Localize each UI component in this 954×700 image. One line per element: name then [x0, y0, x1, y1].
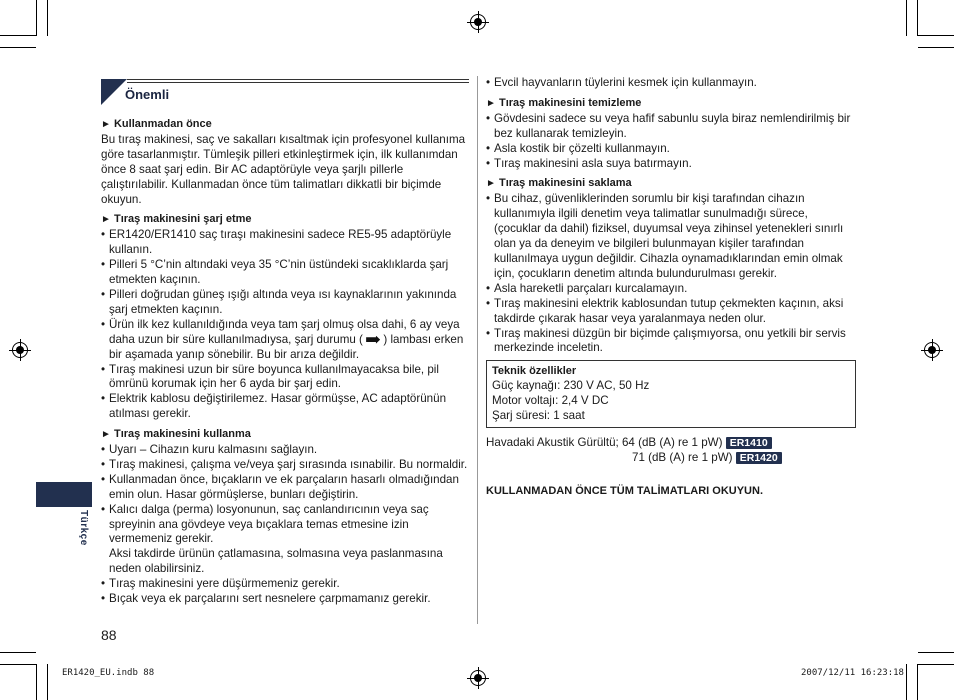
footer-file: ER1420_EU.indb 88 [62, 668, 155, 678]
right-column [486, 76, 856, 499]
left-column [101, 112, 469, 607]
crop-mark [917, 664, 918, 700]
list-item: • Pilleri doğrudan güneş ışığı altında veya ısı kaynaklarının yakınında şarj etmekten kaçının. [101, 288, 469, 318]
registration-mark-icon [924, 342, 940, 358]
list-item: • Tıraş makinesi düzgün bir biçimde çalışmıyorsa, onu yetkili bir servis merkezinde inceletin. [486, 327, 856, 357]
final-warning: KULLANMADAN ÖNCE TÜM TALİMATLARI OKUYUN. [486, 484, 764, 497]
triangle-bullet-icon: ► [101, 214, 111, 226]
list-item: • Tıraş makinesini yere düşürmemeniz gerekir. [101, 577, 469, 592]
noise-line: 71 (dB (A) re 1 pW) ER1420 [486, 451, 856, 466]
list-item: • Asla kostik bir çözelti kullanmayın. [486, 142, 856, 157]
list-item: • Ürün ilk kez kullanıldığında veya tam şarj olmuş olsa dahi, 6 ay veya daha uzun bir süre kullanılmadıysa, şarj durumu ( ) lambası erken bir aşamada yanıp sönebilir. Bu bir arıza değildir. [101, 318, 469, 363]
list-item: • Uyarı – Cihazın kuru kalmasını sağlayın. [101, 443, 469, 458]
crop-mark [0, 664, 36, 665]
header-rule [127, 82, 469, 83]
list-item: • Bıçak veya ek parçalarını sert nesnelere çarpmamanız gerekir. [101, 592, 469, 607]
header-rule [127, 79, 469, 80]
bullet-list [101, 443, 469, 607]
crop-mark [918, 664, 954, 665]
charge-status-icon [366, 336, 380, 344]
paragraph: Bu tıraş makinesi, saç ve sakalları kısaltmak için profesyonel kullanıma göre tasarlanmıştır. Tümleşik pilleri etkinleştirmek için, ilk kullanımdan önce 8 saat şarj edin. Bir AC adaptörüyle veya şarjlı pillerle çalıştırılabilir. Kullanmadan önce tüm talimatları dikkatli bir biçimde okuyun. [101, 132, 466, 206]
model-badge: ER1410 [726, 437, 772, 449]
subheading: ► Tıraş makinesini saklama [486, 177, 632, 190]
list-item: • Gövdesini sadece su veya hafif sabunlu suyla biraz nemlendirilmiş bir bez kullanarak temizleyin. [486, 112, 856, 142]
crop-mark [36, 0, 37, 36]
list-item: • ER1420/ER1410 saç tıraşı makinesini sadece RE5-95 adaptörüyle kullanın. [101, 228, 469, 258]
footer-date: 2007/12/11 16:23:18 [801, 668, 904, 678]
crop-mark [47, 0, 48, 36]
list-item: • Bu cihaz, güvenliklerinden sorumlu bir kişi tarafından cihazın kullanımıyla ilgili denetim veya talimatlar sunulmadığı sürece, (çocuklar da dahil) fiziksel, duyumsal veya zihinsel yetenekleri sınırlı olan ya da deneyim ve bilgileri bulunmayan kişiler tarafından kullanılmaya uygun değildir. Cihazla oynamadıklarından emin olmak için, çocukların denetim altında bulundurulması gerekir. [486, 192, 856, 281]
list-item: • Kullanmadan önce, bıçakların ve ek parçaların hasarlı olmadığından emin olun. Hasar görmüşlerse, bunları değiştirin. [101, 473, 469, 503]
spec-title: Teknik özellikler [492, 365, 577, 378]
crop-mark [0, 35, 36, 36]
list-item: • Tıraş makinesi uzun bir süre boyunca kullanılmayacaksa bile, pil ömrünü korumak için her 6 ayda bir şarj edin. [101, 363, 469, 393]
crop-mark [0, 47, 36, 48]
registration-mark-icon [12, 342, 28, 358]
subheading: ► Kullanmadan önce [101, 118, 212, 130]
list-item: • Evcil hayvanların tüylerini kesmek için kullanmayın. [486, 76, 856, 91]
subheading: ► Tıraş makinesini temizleme [486, 96, 642, 109]
subheading: ► Tıraş makinesini şarj etme [101, 213, 252, 226]
language-label: Türkçe [78, 510, 89, 546]
model-badge: ER1420 [736, 452, 782, 464]
triangle-bullet-icon: ► [101, 429, 111, 441]
noise-line: Havadaki Akustik Gürültü; 64 (dB (A) re 1 pW) ER1410 [486, 436, 856, 451]
list-item: • Tıraş makinesini asla suya batırmayın. [486, 157, 856, 172]
spec-line: Şarj süresi: 1 saat [492, 409, 585, 423]
triangle-bullet-icon: ► [101, 119, 111, 130]
list-item: • Tıraş makinesini elektrik kablosundan tutup çekmekten kaçının, aksi takdirde çıkarak hasar veya yaralanmaya neden olur. [486, 297, 856, 327]
section-corner-icon [101, 79, 127, 105]
registration-mark-icon [470, 670, 486, 686]
crop-mark [47, 664, 48, 700]
list-item: • Asla hareketli parçaları kurcalamayın. [486, 282, 856, 297]
crop-mark [906, 664, 907, 700]
crop-mark [918, 47, 954, 48]
bullet-list [486, 76, 856, 91]
registration-mark-icon [470, 14, 486, 30]
bullet-list [101, 228, 469, 422]
bullet-list [486, 192, 856, 356]
spec-line: Motor voltajı: 2,4 V DC [492, 394, 609, 408]
spec-box [486, 360, 856, 428]
crop-mark [906, 0, 907, 36]
language-tab [36, 482, 92, 507]
list-item: • Elektrik kablosu değiştirilemez. Hasar görmüşse, AC adaptörünün atılması gerekir. [101, 392, 469, 422]
section-title: Önemli [125, 87, 170, 102]
triangle-bullet-icon: ► [486, 97, 496, 109]
crop-mark [918, 652, 954, 653]
list-item: • Kalıcı dalga (perma) losyonunun, saç canlandırıcının veya saç spreyinin ana gövdeye veya bıçaklara temas etmesine izin vermemeniz gerekir. Aksi takdirde ürünün çatlamasına, solmasına veya paslanmasına neden olabilirsiniz. [101, 503, 469, 578]
crop-mark [918, 35, 954, 36]
triangle-bullet-icon: ► [486, 178, 496, 190]
crop-mark [917, 0, 918, 36]
list-item: • Tıraş makinesi, çalışma ve/veya şarj sırasında ısınabilir. Bu normaldir. [101, 458, 469, 473]
crop-mark [36, 664, 37, 700]
page-number: 88 [101, 627, 117, 643]
subheading: ► Tıraş makinesini kullanma [101, 428, 251, 441]
column-divider [477, 76, 478, 624]
crop-mark [0, 652, 36, 653]
spec-line: Güç kaynağı: 230 V AC, 50 Hz [492, 379, 650, 393]
bullet-list [486, 112, 856, 172]
list-item: • Pilleri 5 °C’nin altındaki veya 35 °C’nin üstündeki sıcaklıklarda şarj etmekten kaçının. [101, 258, 469, 288]
